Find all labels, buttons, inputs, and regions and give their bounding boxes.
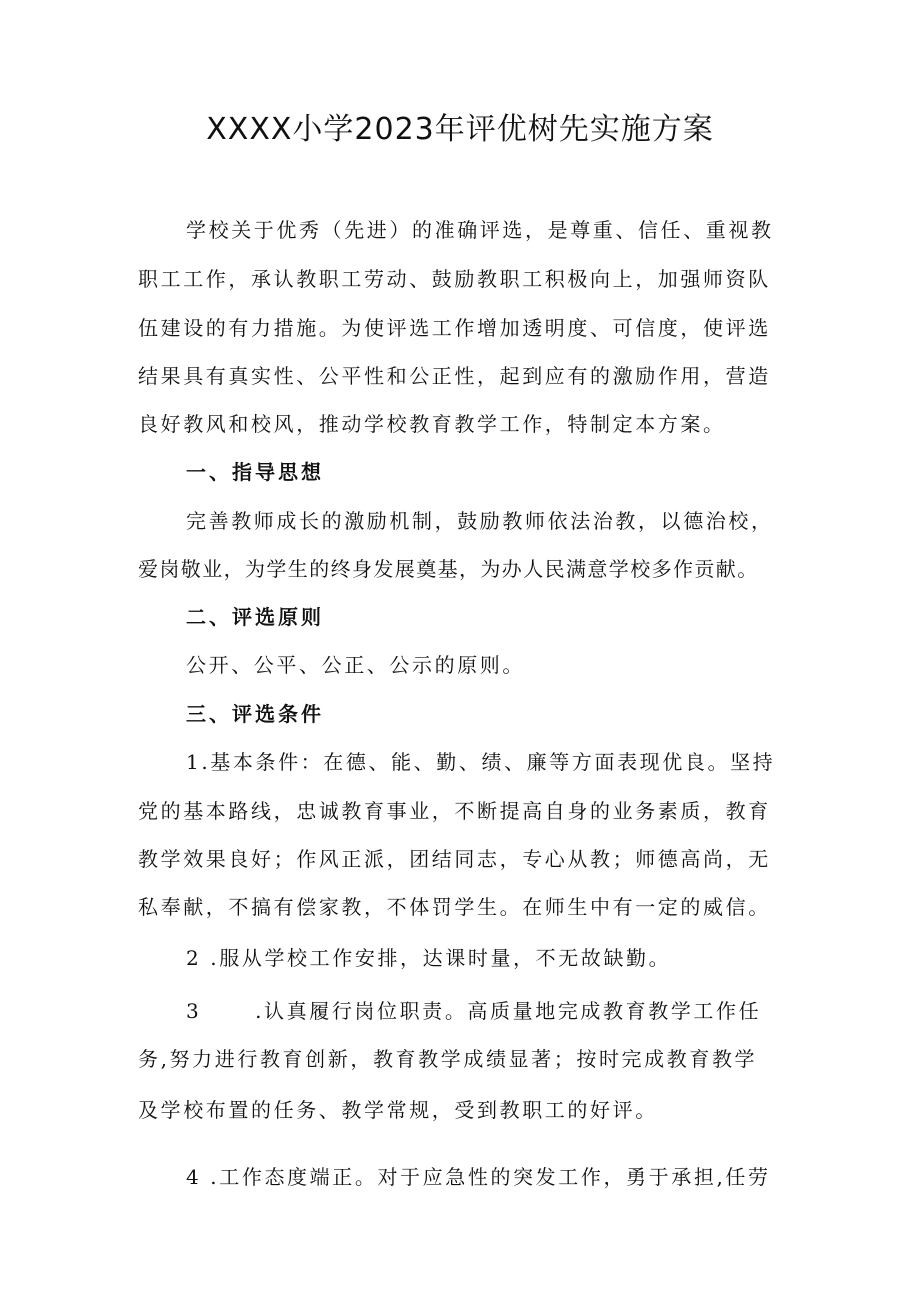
criteria-item-1-line: 1.基本条件：在德、能、勤、绩、廉等方面表现优良。坚持 (186, 750, 776, 774)
section-heading-selection-principles: 二、评选原则 (186, 605, 324, 629)
section-heading-guiding-ideology: 一、指导思想 (186, 460, 324, 484)
criteria-item-3-line: 务,努力进行教育创新，教育教学成绩显著；按时完成教育教学 (138, 1047, 758, 1071)
criteria-item-1-line: 教学效果良好；作风正派，团结同志，专心从教；师德高尚，无 (138, 847, 771, 871)
criteria-item-1-line: 党的基本路线，忠诚教育事业，不断提高自身的业务素质，教育 (138, 799, 771, 823)
section1-line: 完善教师成长的激励机制，鼓励教师依法治教，以德治校， (186, 509, 774, 533)
section1-line: 爱岗敬业，为学生的终身发展奠基，为办人民满意学校多作贡献。 (138, 557, 759, 581)
intro-line: 结果具有真实性、公平性和公正性，起到应有的激励作用，营造 (138, 364, 771, 388)
criteria-item-2-line: 2 .服从学校工作安排，达课时量，不无故缺勤。 (186, 946, 672, 970)
intro-line: 伍建设的有力措施。为使评选工作增加透明度、可信度，使评选 (138, 316, 771, 340)
section-heading-selection-criteria: 三、评选条件 (186, 702, 324, 726)
criteria-item-1-line: 私奉献，不搞有偿家教，不体罚学生。在师生中有一定的威信。 (138, 895, 771, 919)
section2-line: 公开、公平、公正、公示的原则。 (186, 653, 525, 677)
intro-line: 学校关于优秀（先进）的准确评选，是尊重、信任、重视教 (186, 218, 774, 242)
criteria-item-3-line: 及学校布置的任务、教学常规，受到教职工的好评。 (138, 1098, 658, 1122)
criteria-item-3-line: 3 .认真履行岗位职责。高质量地完成教育教学工作任 (186, 999, 762, 1023)
document-title: XXXX小学2023年评优树先实施方案 (206, 112, 714, 147)
intro-line: 良好教风和校风，推动学校教育教学工作，特制定本方案。 (138, 412, 726, 436)
intro-line: 职工工作，承认教职工劳动、鼓励教职工积极向上，加强师资队 (138, 267, 771, 291)
criteria-item-4-line: 4 .工作态度端正。对于应急性的突发工作，勇于承担,任劳 (186, 1165, 771, 1189)
